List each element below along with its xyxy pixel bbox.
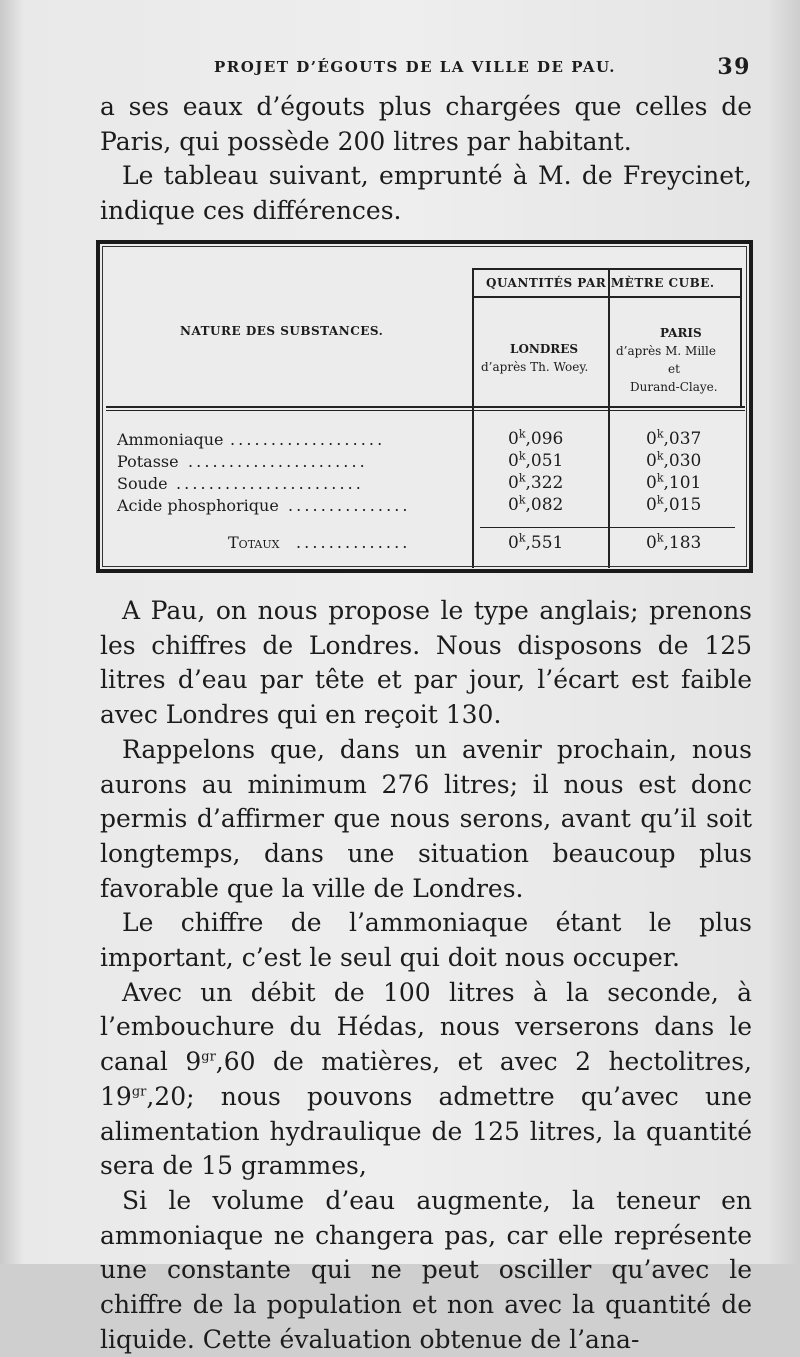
header-rule [472, 268, 742, 270]
paris-value: 0$^k$,015 [646, 493, 702, 515]
substance-name: Soude [117, 474, 168, 493]
column-rule [740, 268, 742, 408]
running-head [100, 52, 755, 80]
paris-value: 0$^k$,030 [646, 449, 702, 471]
london-source: d’après Th. Woey. [481, 360, 589, 374]
london-total: 0$^k$,551 [508, 531, 564, 553]
page-number: 39 [717, 54, 751, 80]
paris-header: PARIS [660, 326, 702, 340]
header-rule [472, 296, 742, 298]
london-value: 0$^k$,096 [508, 427, 564, 449]
intro-text [100, 90, 752, 229]
london-value: 0$^k$,051 [508, 449, 564, 471]
body-paragraph-1: A Pau, on nous propose le type anglais; prenons les chiffres de Londres. Nous disposons de 125 litres d’eau par tête et par jour, l’écart est faible avec Londres qui en reçoit 130. [100, 596, 752, 730]
header-rule [106, 406, 745, 408]
london-header: LONDRES [510, 342, 579, 356]
substance-name: Ammoniaque [117, 430, 224, 449]
dot-leader: . . . . . . . . . . . . . . . [288, 496, 407, 515]
body-paragraph-3: Le chiffre de l’ammoniaque étant le plus important, c’est le seul qui doit nous occuper. [100, 908, 752, 973]
body-paragraph-5: Si le volume d’eau augmente, la teneur en ammoniaque ne changera pas, car elle représente une constante qui ne peut osciller qu’avec le chiffre de la population et non avec la quantité de liquide. Cette évaluation obtenue de l’ana- [100, 1185, 752, 1354]
column-rule [472, 268, 474, 568]
paris-source-2: Durand-Claye. [630, 380, 718, 394]
london-value: 0$^k$,322 [508, 471, 564, 493]
substance-column-header: NATURE DES SUBSTANCES. [180, 324, 384, 338]
total-label: Totaux [228, 533, 280, 552]
total-rule [480, 527, 735, 528]
dot-leader: . . . . . . . . . . . . . . . . . . . . . . [188, 452, 364, 471]
dot-leader: . . . . . . . . . . . . . . . . . . . . . . . [176, 474, 360, 493]
header-rule [106, 410, 745, 411]
composition-table [96, 240, 753, 573]
dot-leader: . . . . . . . . . . . . . . . . . . . [230, 430, 382, 449]
substance-name: Potasse [117, 452, 179, 471]
london-value: 0$^k$,082 [508, 493, 564, 515]
column-rule [608, 268, 610, 568]
intro-paragraph-1: a ses eaux d’égouts plus chargées que celles de Paris, qui possède 200 litres par habitant. [100, 92, 752, 156]
paris-et: et [668, 362, 680, 376]
body-paragraph-4: Avec un débit de 100 litres à la seconde, à l’embouchure du Hédas, nous verserons dans le canal $9^{gr},60$ de matières, et avec 2 hectolitres, $19^{gr},20$; nous pouvons admettre qu’avec une alimentation hydraulique de 125 litres, la quantité sera de 15 grammes, [100, 977, 752, 1181]
body-paragraph-2: Rappelons que, dans un avenir prochain, nous aurons au minimum 276 litres; il nous est donc permis d’affirmer que nous serons, avant qu’il soit longtemps, dans une situation beaucoup plus favorable que la ville de Londres. [100, 734, 752, 903]
body-text [100, 594, 752, 1357]
intro-paragraph-2: Le tableau suivant, emprunté à M. de Freycinet, indique ces différences. [100, 161, 752, 226]
paris-source: d’après M. Mille [616, 344, 716, 358]
group-header: QUANTITÉS PAR MÈTRE CUBE. [486, 276, 715, 290]
substance-name: Acide phosphorique [117, 496, 279, 515]
paris-value: 0$^k$,101 [646, 471, 702, 493]
running-title: PROJET D’ÉGOUTS DE LA VILLE DE PAU. [214, 58, 616, 76]
paris-value: 0$^k$,037 [646, 427, 702, 449]
paris-total: 0$^k$,183 [646, 531, 702, 553]
dot-leader: . . . . . . . . . . . . . . [296, 533, 407, 552]
